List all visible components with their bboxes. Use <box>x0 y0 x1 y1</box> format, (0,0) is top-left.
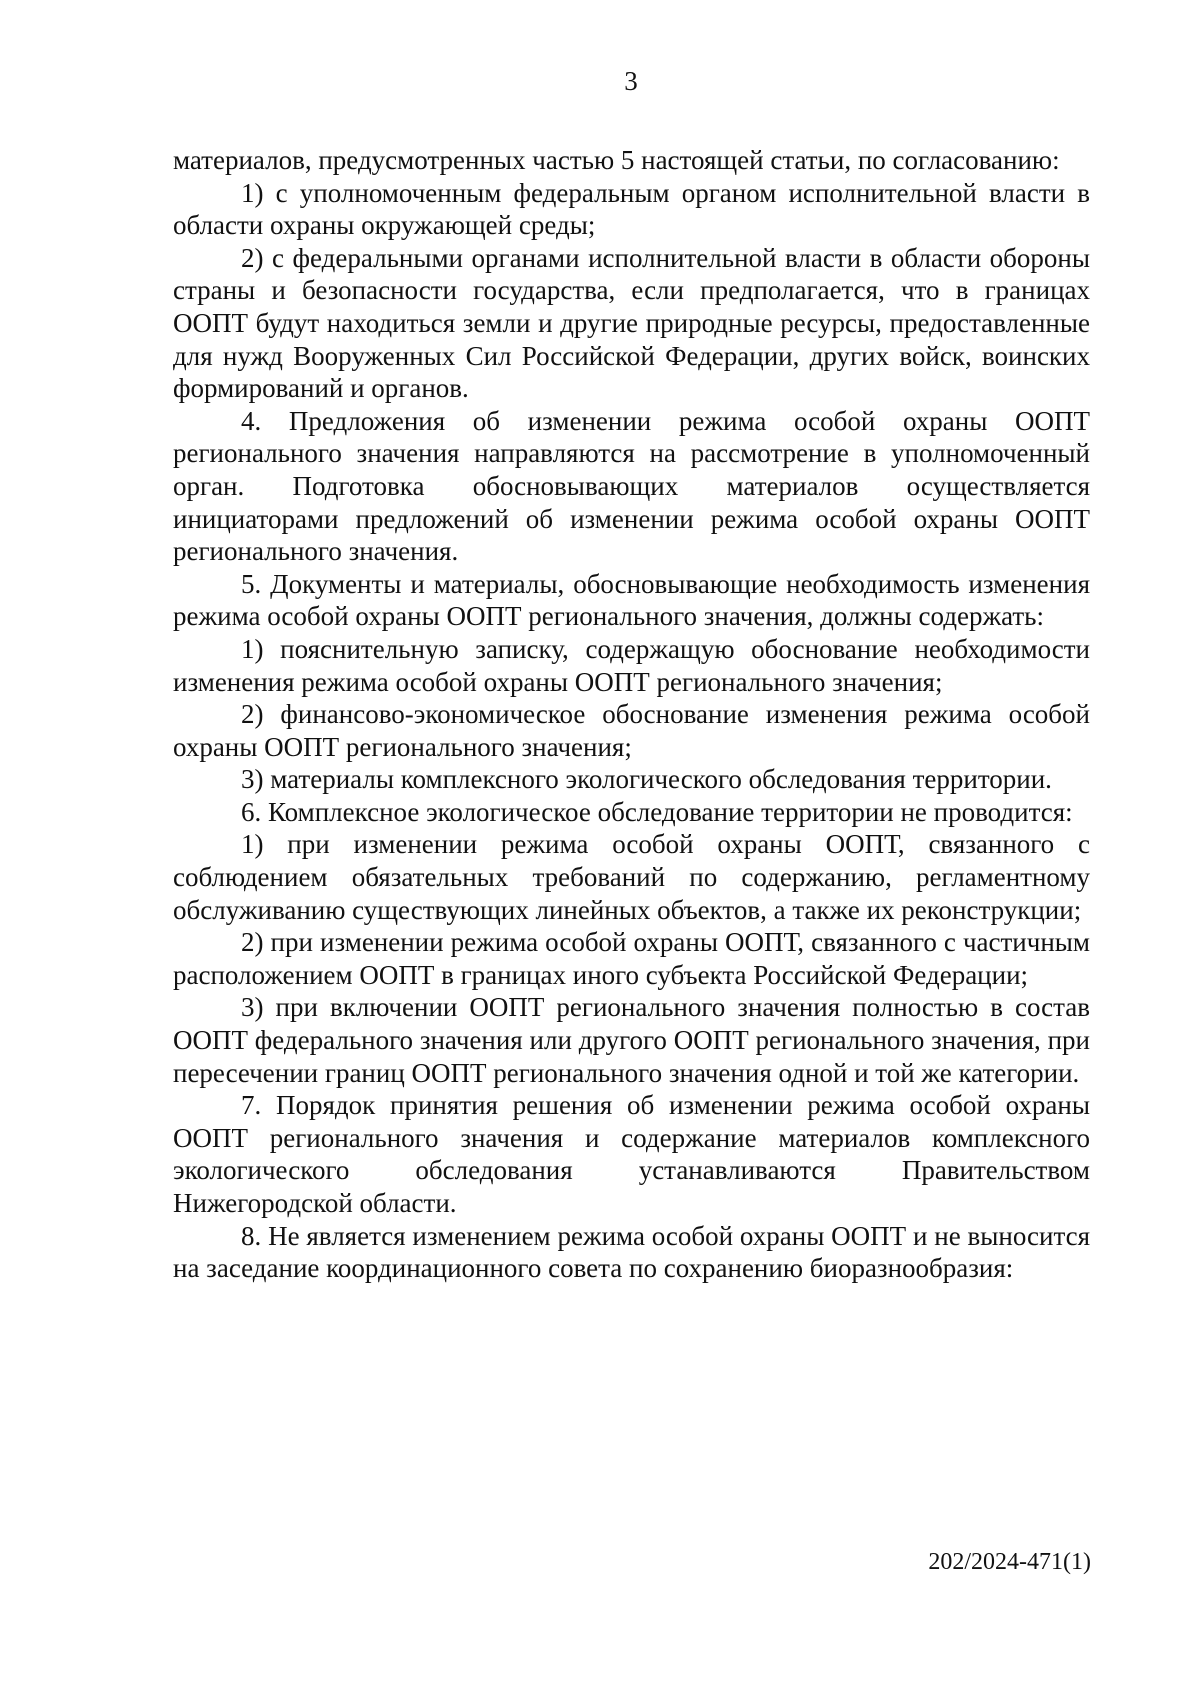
paragraph: 6. Комплексное экологическое обследование территории не проводится: <box>241 796 1073 827</box>
paragraph: 8. Не является изменением режима особой охраны ООПТ и не выносится на заседание координационного совета по сохранению биоразнообразия: <box>173 1220 1090 1284</box>
paragraph: 3) при включении ООПТ регионального значения полностью в состав ООПТ федерального значения или другого ООПТ регионального значения, при пересечении границ ООПТ регионального значения одной и той же категории. <box>173 992 1090 1088</box>
paragraph: 2) финансово-экономическое обоснование изменения режима особой охраны ООПТ регионального значения; <box>173 699 1090 762</box>
paragraph: 7. Порядок принятия решения об изменении режима особой охраны ООПТ регионального значения и содержание материалов комплексного экологического обследования устанавливаются Правительством Нижегородской области. <box>173 1090 1090 1218</box>
document-body <box>173 144 1090 1285</box>
document-code: 202/2024-471(1) <box>928 1549 1091 1575</box>
page-number: 3 <box>624 66 638 96</box>
paragraph: 5. Документы и материалы, обосновывающие необходимость изменения режима особой охраны ООПТ регионального значения, должны содержать: <box>173 568 1090 632</box>
paragraph: 1) с уполномоченным федеральным органом исполнительной власти в области охраны окружающей среды; <box>173 177 1090 241</box>
paragraph: 1) пояснительную записку, содержащую обоснование необходимости изменения режима особой охраны ООПТ регионального значения; <box>173 633 1090 697</box>
paragraph: 2) при изменении режима особой охраны ООПТ, связанного с частичным расположением ООПТ в границах иного субъекта Российской Федерации; <box>173 927 1090 990</box>
paragraph-continuation: материалов, предусмотренных частью 5 настоящей статьи, по согласованию: <box>173 145 1060 175</box>
paragraph: 1) при изменении режима особой охраны ООПТ, связанного с соблюдением обязательных требований по содержанию, регламентному обслуживанию существующих линейных объектов, а также их реконструкции; <box>173 829 1090 925</box>
paragraph: 3) материалы комплексного экологического обследования территории. <box>241 764 1052 795</box>
paragraph: 4. Предложения об изменении режима особой охраны ООПТ регионального значения направляются на рассмотрение в уполномоченный орган. Подготовка обосновывающих материалов осуществляется инициаторами предложений об изменении режима особой охраны ООПТ регионального значения. <box>173 405 1090 567</box>
paragraph: 2) с федеральными органами исполнительной власти в области обороны страны и безопасности государства, если предполагается, что в границах ООПТ будут находиться земли и другие природные ресурсы, предоставленные для нужд Вооруженных Сил Российской Федерации, других войск, воинских формирований и органов. <box>173 242 1090 404</box>
